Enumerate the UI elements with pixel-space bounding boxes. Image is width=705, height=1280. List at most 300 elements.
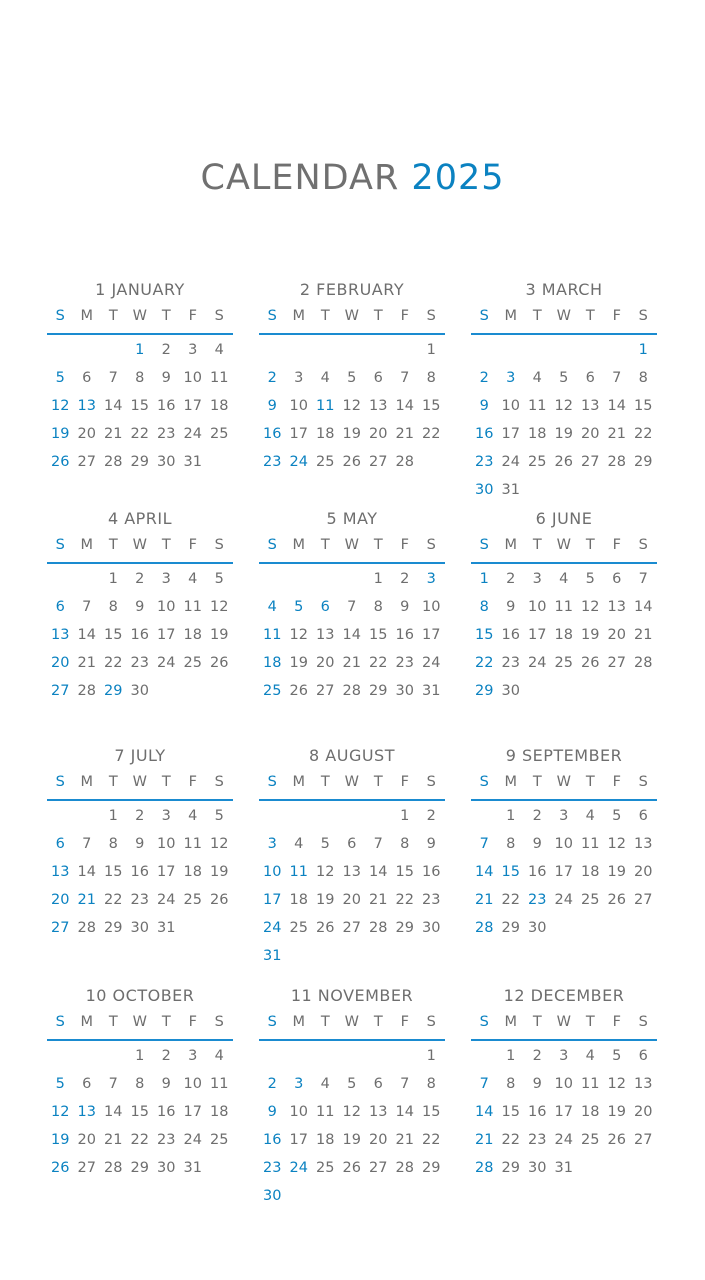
day-cell: 29	[475, 683, 494, 699]
day-cell: 7	[400, 1076, 410, 1092]
day-cell: 17	[501, 426, 520, 442]
day-cell: 12	[51, 398, 70, 414]
day-cell: 29	[130, 454, 149, 470]
weekday-label: T	[108, 774, 118, 790]
weekday-label: S	[426, 774, 436, 790]
day-cell: 23	[130, 655, 149, 671]
day-cell: 21	[475, 1132, 494, 1148]
day-cell: 11	[263, 627, 282, 643]
day-cell: 29	[395, 920, 414, 936]
day-cell: 22	[634, 426, 653, 442]
weekday-label: M	[292, 774, 305, 790]
day-cell: 9	[400, 599, 410, 615]
weekday-header	[259, 533, 445, 564]
day-cell: 30	[475, 482, 494, 498]
weekday-label: S	[479, 308, 489, 324]
day-cell: 25	[581, 892, 600, 908]
day-cell: 10	[183, 1076, 202, 1092]
day-cell: 8	[400, 836, 410, 852]
day-cell: 11	[528, 398, 547, 414]
weekday-label: F	[612, 308, 621, 324]
day-cell: 14	[634, 599, 653, 615]
weekday-label: W	[132, 537, 147, 553]
weekday-label: S	[214, 774, 224, 790]
day-cell: 10	[183, 370, 202, 386]
day-cell: 2	[506, 571, 516, 587]
day-cell: 21	[395, 1132, 414, 1148]
day-cell: 30	[501, 683, 520, 699]
day-cell: 26	[51, 454, 70, 470]
month-block	[259, 279, 445, 476]
day-cell: 17	[289, 426, 308, 442]
day-cell: 3	[188, 342, 198, 358]
day-cell: 6	[612, 571, 622, 587]
day-cell: 16	[475, 426, 494, 442]
day-cell: 8	[108, 836, 118, 852]
day-cell: 8	[506, 836, 516, 852]
day-cell: 5	[559, 370, 569, 386]
day-cell: 2	[267, 370, 277, 386]
empty-cell	[365, 1042, 392, 1070]
day-cell: 8	[426, 1076, 436, 1092]
day-cell: 18	[210, 398, 229, 414]
day-cell: 24	[183, 1132, 202, 1148]
weekday-label: F	[400, 1014, 409, 1030]
weekday-header	[471, 1010, 657, 1041]
day-grid	[259, 802, 445, 970]
day-cell: 9	[267, 398, 277, 414]
day-cell: 24	[554, 1132, 573, 1148]
month-block	[259, 508, 445, 705]
day-cell: 9	[267, 1104, 277, 1120]
day-cell: 13	[77, 1104, 96, 1120]
day-cell: 23	[263, 454, 282, 470]
day-cell: 28	[395, 454, 414, 470]
day-cell: 8	[373, 599, 383, 615]
weekday-label: W	[556, 774, 571, 790]
day-cell: 9	[135, 599, 145, 615]
day-cell: 26	[210, 655, 229, 671]
day-cell: 17	[422, 627, 441, 643]
day-cell: 14	[342, 627, 361, 643]
day-cell: 2	[161, 1048, 171, 1064]
day-cell: 20	[342, 892, 361, 908]
day-cell: 6	[638, 808, 648, 824]
day-cell: 2	[400, 571, 410, 587]
weekday-label: T	[320, 537, 330, 553]
day-cell: 14	[104, 398, 123, 414]
weekday-label: W	[132, 308, 147, 324]
empty-cell	[259, 565, 286, 593]
day-grid	[47, 1042, 233, 1182]
day-cell: 3	[559, 1048, 569, 1064]
day-cell: 10	[157, 836, 176, 852]
day-cell: 9	[506, 599, 516, 615]
empty-cell	[524, 336, 551, 364]
day-cell: 7	[108, 1076, 118, 1092]
month-name: 2 FEBRUARY	[299, 280, 405, 299]
day-cell: 22	[104, 655, 123, 671]
day-cell: 22	[395, 892, 414, 908]
weekday-label: T	[532, 1014, 542, 1030]
day-cell: 27	[51, 920, 70, 936]
day-cell: 3	[188, 1048, 198, 1064]
day-cell: 5	[214, 571, 224, 587]
weekday-label: T	[161, 1014, 171, 1030]
day-cell: 16	[395, 627, 414, 643]
day-cell: 10	[422, 599, 441, 615]
day-cell: 4	[585, 1048, 595, 1064]
day-cell: 17	[554, 864, 573, 880]
month-block	[471, 508, 657, 705]
day-cell: 17	[183, 398, 202, 414]
day-cell: 16	[157, 1104, 176, 1120]
day-cell: 1	[506, 808, 516, 824]
month-name: 1 JANUARY	[95, 280, 185, 299]
weekday-header	[47, 770, 233, 801]
day-cell: 28	[369, 920, 388, 936]
day-cell: 22	[130, 1132, 149, 1148]
weekday-label: F	[400, 308, 409, 324]
day-cell: 10	[528, 599, 547, 615]
day-cell: 26	[581, 655, 600, 671]
weekday-label: S	[214, 1014, 224, 1030]
day-cell: 23	[157, 1132, 176, 1148]
weekday-label: W	[556, 308, 571, 324]
weekday-label: S	[267, 537, 277, 553]
day-cell: 27	[369, 454, 388, 470]
day-cell: 7	[400, 370, 410, 386]
day-cell: 20	[369, 1132, 388, 1148]
day-cell: 8	[135, 370, 145, 386]
day-cell: 28	[475, 1160, 494, 1176]
day-cell: 28	[77, 683, 96, 699]
empty-cell	[312, 565, 339, 593]
day-cell: 25	[289, 920, 308, 936]
day-cell: 19	[581, 627, 600, 643]
day-cell: 1	[426, 342, 436, 358]
day-cell: 7	[612, 370, 622, 386]
day-cell: 4	[214, 342, 224, 358]
day-cell: 22	[422, 1132, 441, 1148]
empty-cell	[312, 802, 339, 830]
day-cell: 6	[82, 1076, 92, 1092]
month-name: 7 JULY	[114, 746, 166, 765]
weekday-label: S	[479, 774, 489, 790]
month-block	[471, 745, 657, 942]
weekday-label: T	[373, 1014, 383, 1030]
day-cell: 25	[316, 454, 335, 470]
day-cell: 15	[395, 864, 414, 880]
weekday-label: S	[214, 308, 224, 324]
day-cell: 10	[554, 836, 573, 852]
day-cell: 14	[607, 398, 626, 414]
day-cell: 27	[607, 655, 626, 671]
day-cell: 26	[210, 892, 229, 908]
empty-cell	[339, 565, 366, 593]
weekday-label: W	[344, 537, 359, 553]
month-block	[47, 508, 233, 705]
day-cell: 10	[289, 398, 308, 414]
day-cell: 17	[263, 892, 282, 908]
day-cell: 29	[369, 683, 388, 699]
day-cell: 3	[426, 571, 436, 587]
weekday-label: T	[108, 308, 118, 324]
day-cell: 18	[554, 627, 573, 643]
weekday-label: W	[344, 1014, 359, 1030]
day-cell: 13	[634, 1076, 653, 1092]
day-cell: 15	[369, 627, 388, 643]
day-cell: 12	[51, 1104, 70, 1120]
day-cell: 10	[501, 398, 520, 414]
day-cell: 24	[157, 655, 176, 671]
day-cell: 19	[607, 864, 626, 880]
day-cell: 25	[210, 1132, 229, 1148]
day-cell: 15	[130, 1104, 149, 1120]
day-cell: 7	[479, 836, 489, 852]
day-cell: 1	[135, 342, 145, 358]
weekday-label: T	[585, 1014, 595, 1030]
day-cell: 6	[55, 836, 65, 852]
day-cell: 26	[342, 1160, 361, 1176]
day-cell: 7	[479, 1076, 489, 1092]
day-cell: 9	[135, 836, 145, 852]
weekday-label: F	[612, 1014, 621, 1030]
empty-cell	[74, 336, 101, 364]
weekday-label: T	[320, 308, 330, 324]
day-cell: 30	[130, 683, 149, 699]
day-cell: 12	[316, 864, 335, 880]
day-cell: 12	[210, 836, 229, 852]
day-cell: 1	[426, 1048, 436, 1064]
day-cell: 31	[157, 920, 176, 936]
day-cell: 12	[581, 599, 600, 615]
weekday-label: T	[532, 537, 542, 553]
empty-cell	[471, 1042, 498, 1070]
day-cell: 21	[77, 655, 96, 671]
day-cell: 27	[634, 892, 653, 908]
day-cell: 24	[289, 454, 308, 470]
weekday-label: F	[400, 774, 409, 790]
day-cell: 3	[506, 370, 516, 386]
day-cell: 3	[161, 808, 171, 824]
day-cell: 26	[316, 920, 335, 936]
day-cell: 23	[130, 892, 149, 908]
day-cell: 25	[581, 1132, 600, 1148]
day-cell: 6	[55, 599, 65, 615]
day-cell: 5	[214, 808, 224, 824]
day-cell: 19	[51, 426, 70, 442]
day-cell: 2	[267, 1076, 277, 1092]
day-cell: 11	[183, 836, 202, 852]
day-cell: 19	[607, 1104, 626, 1120]
weekday-label: S	[638, 774, 648, 790]
day-cell: 19	[316, 892, 335, 908]
day-cell: 15	[422, 398, 441, 414]
day-cell: 18	[289, 892, 308, 908]
day-cell: 20	[316, 655, 335, 671]
day-cell: 23	[263, 1160, 282, 1176]
weekday-label: W	[132, 774, 147, 790]
day-grid	[259, 336, 445, 476]
month-block	[47, 745, 233, 942]
day-cell: 23	[395, 655, 414, 671]
month-name: 6 JUNE	[535, 509, 593, 528]
weekday-label: S	[267, 1014, 277, 1030]
day-grid	[47, 336, 233, 476]
empty-cell	[312, 336, 339, 364]
weekday-label: M	[80, 1014, 93, 1030]
day-cell: 25	[263, 683, 282, 699]
day-cell: 28	[77, 920, 96, 936]
day-grid	[259, 565, 445, 705]
day-cell: 18	[581, 864, 600, 880]
day-cell: 30	[422, 920, 441, 936]
month-name: 5 MAY	[326, 509, 378, 528]
day-cell: 8	[426, 370, 436, 386]
day-cell: 3	[294, 370, 304, 386]
day-cell: 13	[316, 627, 335, 643]
day-cell: 11	[210, 1076, 229, 1092]
empty-cell	[286, 336, 313, 364]
day-cell: 11	[210, 370, 229, 386]
month-block	[471, 279, 657, 504]
day-cell: 19	[210, 864, 229, 880]
weekday-header	[471, 304, 657, 335]
empty-cell	[551, 336, 578, 364]
day-cell: 26	[607, 892, 626, 908]
month-block	[259, 985, 445, 1210]
day-cell: 4	[267, 599, 277, 615]
weekday-header	[471, 770, 657, 801]
day-cell: 21	[634, 627, 653, 643]
weekday-label: T	[532, 308, 542, 324]
month-block	[47, 985, 233, 1182]
day-cell: 25	[183, 892, 202, 908]
day-cell: 5	[347, 370, 357, 386]
day-cell: 4	[320, 1076, 330, 1092]
day-cell: 17	[157, 864, 176, 880]
weekday-label: S	[267, 308, 277, 324]
day-cell: 13	[369, 1104, 388, 1120]
day-cell: 13	[51, 864, 70, 880]
day-cell: 30	[157, 1160, 176, 1176]
day-cell: 6	[373, 1076, 383, 1092]
day-cell: 18	[316, 1132, 335, 1148]
month-name: 4 APRIL	[107, 509, 173, 528]
day-cell: 23	[501, 655, 520, 671]
calendar-title	[0, 158, 705, 198]
day-cell: 28	[634, 655, 653, 671]
day-cell: 16	[528, 1104, 547, 1120]
empty-cell	[577, 336, 604, 364]
day-cell: 14	[395, 1104, 414, 1120]
empty-cell	[286, 1042, 313, 1070]
day-cell: 15	[130, 398, 149, 414]
day-cell: 9	[532, 836, 542, 852]
day-cell: 5	[612, 1048, 622, 1064]
weekday-label: T	[108, 1014, 118, 1030]
weekday-label: S	[55, 308, 65, 324]
day-cell: 24	[183, 426, 202, 442]
day-cell: 1	[108, 808, 118, 824]
day-cell: 6	[347, 836, 357, 852]
weekday-label: T	[585, 537, 595, 553]
day-cell: 17	[157, 627, 176, 643]
day-cell: 27	[51, 683, 70, 699]
empty-cell	[498, 336, 525, 364]
day-cell: 24	[157, 892, 176, 908]
day-cell: 29	[634, 454, 653, 470]
day-cell: 24	[501, 454, 520, 470]
weekday-label: S	[638, 537, 648, 553]
day-cell: 24	[289, 1160, 308, 1176]
day-cell: 3	[532, 571, 542, 587]
empty-cell	[339, 336, 366, 364]
day-cell: 21	[395, 426, 414, 442]
day-cell: 15	[104, 627, 123, 643]
day-cell: 22	[475, 655, 494, 671]
day-cell: 9	[532, 1076, 542, 1092]
day-cell: 1	[400, 808, 410, 824]
day-cell: 15	[501, 864, 520, 880]
day-cell: 22	[501, 1132, 520, 1148]
day-cell: 11	[581, 836, 600, 852]
day-cell: 19	[289, 655, 308, 671]
day-cell: 23	[528, 892, 547, 908]
day-cell: 15	[475, 627, 494, 643]
day-cell: 15	[104, 864, 123, 880]
day-cell: 8	[638, 370, 648, 386]
month-block	[471, 985, 657, 1182]
day-cell: 5	[347, 1076, 357, 1092]
day-cell: 26	[554, 454, 573, 470]
day-cell: 12	[342, 1104, 361, 1120]
day-cell: 14	[475, 864, 494, 880]
day-cell: 9	[161, 1076, 171, 1092]
weekday-label: T	[161, 774, 171, 790]
day-cell: 2	[135, 571, 145, 587]
day-cell: 21	[475, 892, 494, 908]
day-cell: 7	[82, 836, 92, 852]
day-cell: 31	[183, 1160, 202, 1176]
day-cell: 31	[554, 1160, 573, 1176]
weekday-label: F	[400, 537, 409, 553]
day-cell: 20	[634, 864, 653, 880]
day-cell: 27	[581, 454, 600, 470]
day-cell: 20	[607, 627, 626, 643]
day-cell: 1	[108, 571, 118, 587]
day-cell: 28	[104, 1160, 123, 1176]
weekday-label: S	[479, 1014, 489, 1030]
day-cell: 6	[373, 370, 383, 386]
empty-cell	[259, 1042, 286, 1070]
day-cell: 28	[607, 454, 626, 470]
day-cell: 11	[183, 599, 202, 615]
day-cell: 15	[634, 398, 653, 414]
day-cell: 11	[316, 1104, 335, 1120]
day-cell: 18	[263, 655, 282, 671]
empty-cell	[259, 802, 286, 830]
month-name: 11 NOVEMBER	[290, 986, 414, 1005]
day-cell: 21	[369, 892, 388, 908]
day-cell: 24	[554, 892, 573, 908]
day-cell: 16	[263, 426, 282, 442]
day-cell: 18	[183, 627, 202, 643]
weekday-label: S	[426, 308, 436, 324]
day-cell: 17	[183, 1104, 202, 1120]
empty-cell	[392, 1042, 419, 1070]
